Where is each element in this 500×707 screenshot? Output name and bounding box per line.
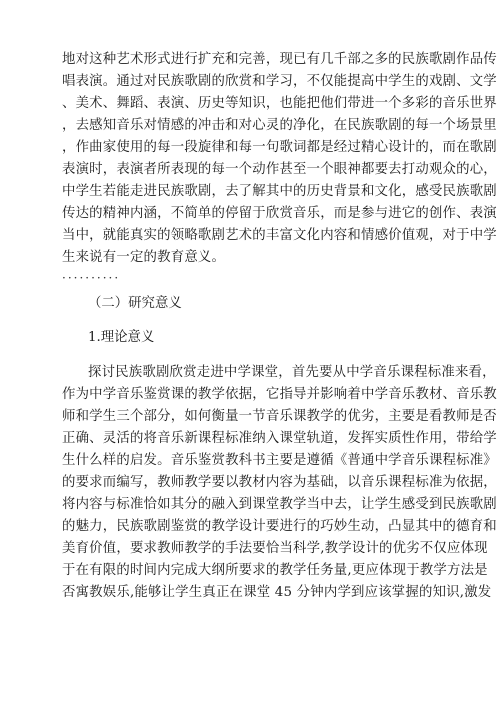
paragraph-line: ，去感知音乐对情感的冲击和对心灵的净化，在民族歌剧的每一个场景里 <box>62 118 497 133</box>
paragraph-line: 当中，就能真实的领略歌剧艺术的丰富文化内容和情感价值观，对于中学 <box>62 228 497 243</box>
paragraph-line: 将内容与标准恰如其分的融入到课堂教学当中去，让学生感受到民族歌剧 <box>62 497 497 512</box>
paragraph-line: 表演时，表演者所表现的每一个动作甚至一个眼神都要去打动观众的心， <box>62 162 497 177</box>
paragraph-line: ，作曲家使用的每一段旋律和每一句歌词都是经过精心设计的，而在歌剧 <box>62 140 497 155</box>
paragraph-line: 探讨民族歌剧欣赏走进中学课堂，首先要从中学音乐课程标准来看， <box>88 365 496 380</box>
paragraph-line: 传达的精神内涵，不简单的停留于欣赏音乐，而是参与进它的创作、表演 <box>62 206 497 221</box>
paragraph-line: 美育价值，要求教师教学的手法要恰当科学,教学设计的优劣不仅应体现 <box>62 541 488 556</box>
paragraph-line: 否寓教娱乐,能够让学生真正在课堂 45 分钟内学到应该掌握的知识,激发 <box>62 585 492 600</box>
paragraph-line: 师和学生三个部分，如何衡量一节音乐课教学的优劣，主要是看教师是否 <box>62 409 497 424</box>
paragraph-line: 、美术、舞蹈、表演、历史等知识，也能把他们带进一个多彩的音乐世界 <box>62 96 497 111</box>
paragraph-line: 于在有限的时间内完成大纲所要求的教学任务量,更应体现于教学方法是 <box>62 563 488 578</box>
ellipsis-separator: ·········· <box>62 271 121 285</box>
paragraph-line: 生来说有一定的教育意义。 <box>62 250 226 265</box>
paragraph-line: 的要求而编写，教师教学要以教材内容为基础，以音乐课程标准为依据， <box>62 475 497 490</box>
paragraph-line: 唱表演。通过对民族歌剧的欣赏和学习，不仅能提高中学生的戏剧、文学 <box>62 74 497 89</box>
subsection-heading: 1.理论意义 <box>88 330 155 345</box>
paragraph-line: 生什么样的启发。音乐鉴赏教科书主要是遵循《普通中学音乐课程标准》 <box>62 453 497 468</box>
paragraph-line: 中学生若能走进民族歌剧，去了解其中的历史背景和文化，感受民族歌剧 <box>62 184 497 199</box>
paragraph-line: 地对这种艺术形式进行扩充和完善，现已有几千部之多的民族歌剧作品传 <box>62 52 497 67</box>
paragraph-line: 的魅力，民族歌剧鉴赏的教学设计要进行的巧妙生动，凸显其中的德育和 <box>62 519 497 534</box>
section-heading: （二）研究意义 <box>88 296 182 311</box>
paragraph-line: 作为中学音乐鉴赏课的教学依据，它指导并影响着中学音乐教材、音乐教 <box>62 387 497 402</box>
paragraph-line: 正确、灵活的将音乐新课程标准纳入课堂轨道，发挥实质性作用，带给学 <box>62 431 497 446</box>
